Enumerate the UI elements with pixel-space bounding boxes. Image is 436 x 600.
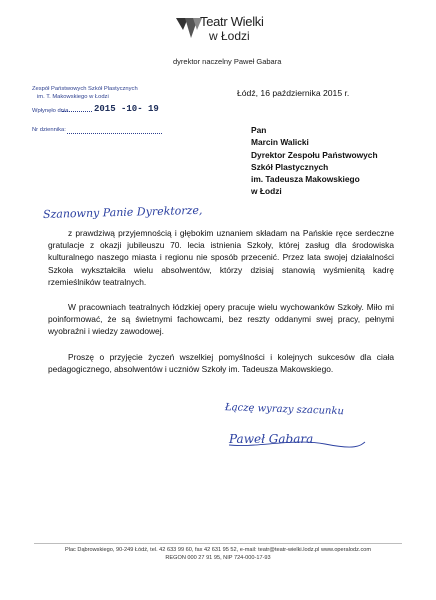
- body-paragraph: z prawdziwą przyjemnością i głębokim uznaniem składam na Pańskie ręce serdeczne gratulacje z okazji jubileuszu 70. lecia istnienia Szkoły, której zasług dla środowiska kulturalnego naszego miasta i regionu nie sposób przecenić. Przez lata swojej działalności Szkoła wykształciła wielu absolwentów, którzy dzisiaj stanowią wyśmienitą kadrę rzemieślników teatralnych.: [48, 228, 394, 287]
- addressee-block: [251, 124, 378, 198]
- body-paragraph: W pracowniach teatralnych łódzkiej opery pracuje wielu wychowanków Szkoły. Miło mi poinformować, że są świetnymi fachowcami, bez reszty oddanymi swej pracy, pełnymi wyobraźni i wiedzy zawodowej.: [48, 302, 394, 337]
- signature-text: Paweł Gabara: [229, 432, 314, 446]
- logo-title: Teatr Wielki: [200, 14, 264, 29]
- theatre-logo-mark-icon: [176, 16, 202, 40]
- addressee-line: im. Tadeusza Makowskiego: [251, 174, 360, 185]
- stamp-dotted-line: [62, 111, 92, 112]
- footer-contact: Plac Dąbrowskiego, 90-249 Łódź, tel. 42 633 99 60, fax 42 631 95 52, e-mail: teatr@teatr-wielki.lodz.pl www.operalodz.com: [64, 547, 372, 553]
- received-stamp: [32, 86, 192, 146]
- stamp-received-label: Wpłynęło dnia: [32, 108, 69, 114]
- stamp-number-dotted-line: [67, 133, 162, 134]
- handwritten-greeting: [41, 203, 271, 227]
- handwritten-closing: [223, 397, 373, 417]
- theatre-logo: [176, 14, 266, 50]
- addressee-line: Dyrektor Zespołu Państwowych: [251, 149, 378, 160]
- logo-city: w Łodzi: [209, 29, 250, 43]
- closing-text: Łączę wyrazy szacunku: [224, 402, 345, 417]
- body-paragraph: Proszę o przyjęcie życzeń wszelkiej pomyślności i kolejnych sukcesów dla ciała pedagogicznego, absolwentów i uczniów Szkoły im. Tadeusza Makowskiego.: [48, 351, 394, 374]
- stamp-number-label: Nr dziennika:: [32, 127, 66, 133]
- footer-divider: [34, 543, 402, 544]
- stamp-line-2: im. T. Makowskiego w Łodzi: [37, 94, 109, 100]
- handwritten-signature: [225, 424, 370, 452]
- footer-registry: REGON 000 27 91 95, NIP 724-000-17-93: [165, 555, 271, 561]
- addressee-line: Pan: [251, 125, 267, 135]
- stamp-received-date: 2015 -10- 19: [94, 104, 159, 114]
- letter-body: [48, 227, 394, 388]
- addressee-line: w Łodzi: [251, 186, 282, 197]
- letterhead-director: dyrektor naczelny Paweł Gabara: [173, 57, 282, 66]
- greeting-text: Szanowny Panie Dyrektorze,: [42, 203, 203, 221]
- addressee-line: Szkół Plastycznych: [251, 161, 329, 172]
- place-date: Łódź, 16 października 2015 r.: [237, 88, 350, 98]
- addressee-line: Marcin Walicki: [251, 137, 309, 148]
- stamp-line-1: Zespół Państwowych Szkół Plastycznych: [32, 86, 138, 92]
